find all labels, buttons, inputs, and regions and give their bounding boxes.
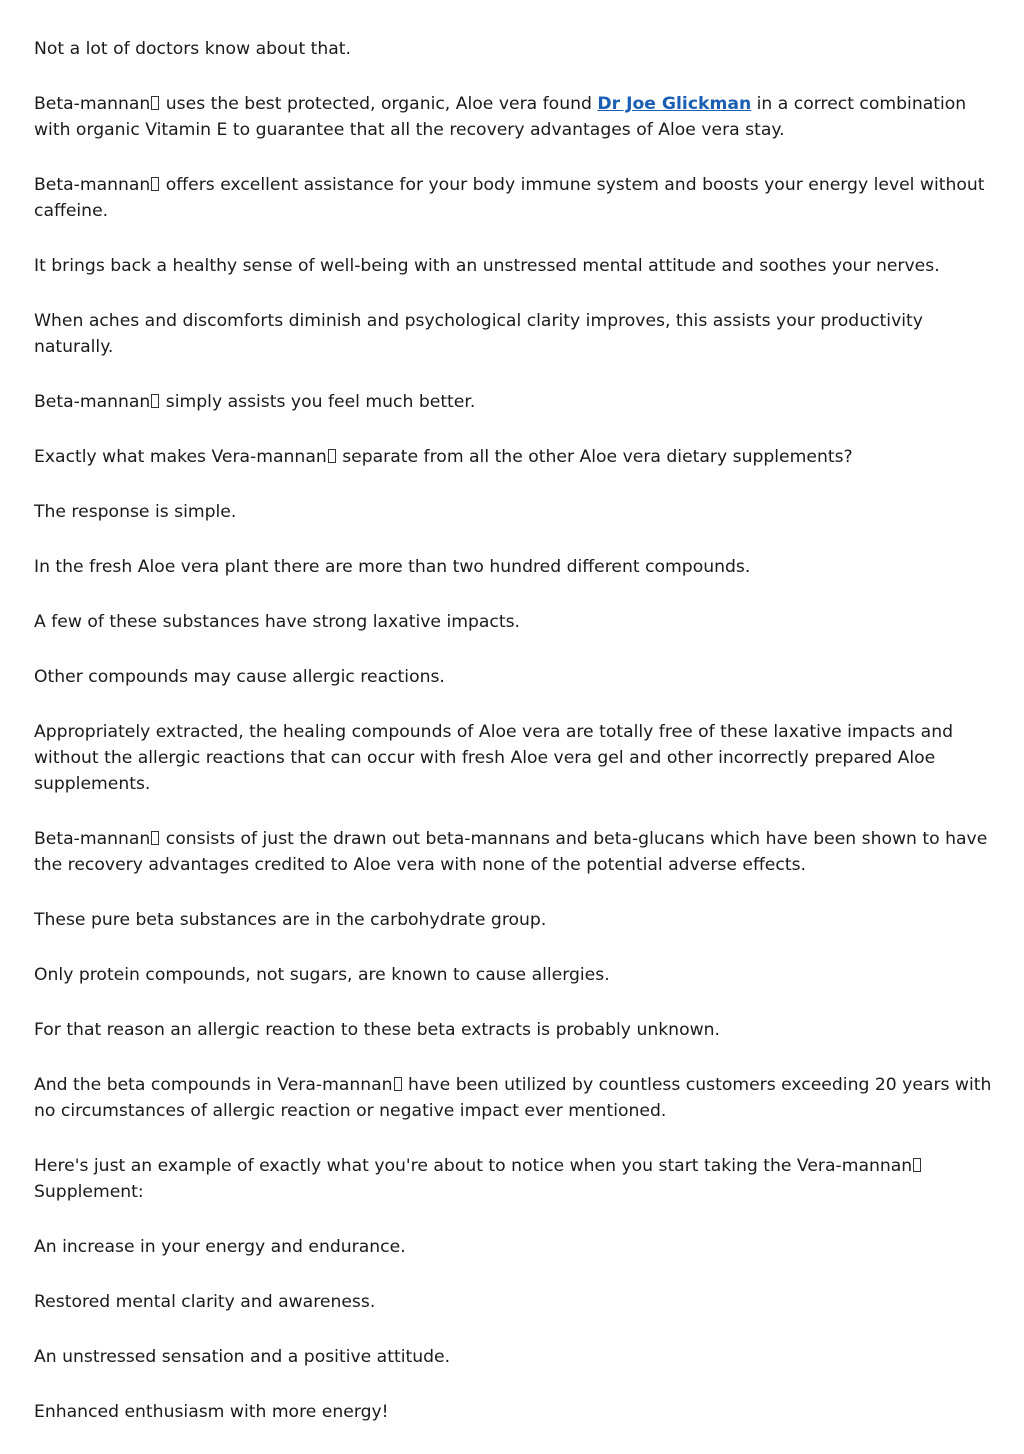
missing-glyph-icon — [151, 394, 159, 408]
paragraph-text: offers excellent assistance for your body immune system and boosts your energy level without caffeine. — [34, 175, 985, 221]
paragraph: Other compounds may cause allergic reactions. — [34, 667, 445, 687]
paragraph-text: Beta-mannan — [34, 392, 151, 412]
paragraph: An unstressed sensation and a positive attitude. — [34, 1347, 451, 1367]
paragraph: Appropriately extracted, the healing compounds of Aloe vera are totally free of these laxative impacts and without the allergic reactions that can occur with fresh Aloe vera gel and other incorrectly prepared Aloe supplements. — [34, 722, 954, 794]
paragraph-text: consists of just the drawn out beta-mannans and beta-glucans which have been shown to have the recovery advantages credited to Aloe vera with none of the potential adverse effects. — [34, 829, 988, 875]
paragraph-text: have been utilized by countless customers exceeding 20 years with no circumstances of allergic reaction or negative impact ever mentioned. — [34, 1075, 992, 1121]
paragraph: For that reason an allergic reaction to these beta extracts is probably unknown. — [34, 1020, 721, 1040]
missing-glyph-icon — [394, 1077, 402, 1091]
paragraph-text: in a correct combination with organic Vitamin E to guarantee that all the recovery advantages of Aloe vera stay. — [34, 94, 967, 140]
paragraph-text: uses the best protected, organic, Aloe vera found — [160, 94, 598, 114]
dr-joe-glickman-link[interactable]: Dr Joe Glickman — [597, 94, 752, 114]
paragraph: These pure beta substances are in the carbohydrate group. — [34, 910, 547, 930]
missing-glyph-icon — [151, 831, 159, 845]
paragraph-text: Beta-mannan — [34, 94, 151, 114]
paragraph: In the fresh Aloe vera plant there are more than two hundred different compounds. — [34, 557, 751, 577]
paragraph: It brings back a healthy sense of well-being with an unstressed mental attitude and soothes your nerves. — [34, 256, 940, 276]
missing-glyph-icon — [151, 177, 159, 191]
paragraph — [34, 444, 994, 470]
paragraph-text: Exactly what makes Vera-mannan — [34, 447, 327, 467]
document-body — [34, 36, 994, 1454]
paragraph — [34, 172, 994, 224]
missing-glyph-icon — [151, 96, 159, 110]
paragraph — [34, 1072, 994, 1124]
paragraph — [34, 826, 994, 878]
paragraph: When aches and discomforts diminish and psychological clarity improves, this assists your productivity naturally. — [34, 311, 923, 357]
paragraph: An increase in your energy and endurance. — [34, 1237, 406, 1257]
paragraph: The response is simple. — [34, 502, 237, 522]
missing-glyph-icon — [913, 1158, 921, 1172]
paragraph: A few of these substances have strong laxative impacts. — [34, 612, 521, 632]
paragraph-text: Supplement: — [34, 1182, 144, 1202]
paragraph — [34, 1153, 994, 1205]
paragraph-text: Beta-mannan — [34, 175, 151, 195]
paragraph-text: And the beta compounds in Vera-mannan — [34, 1075, 393, 1095]
paragraph: Restored mental clarity and awareness. — [34, 1292, 376, 1312]
paragraph-text: simply assists you feel much better. — [160, 392, 476, 412]
missing-glyph-icon — [328, 449, 336, 463]
paragraph — [34, 389, 994, 415]
paragraph: Only protein compounds, not sugars, are known to cause allergies. — [34, 965, 610, 985]
paragraph: Enhanced enthusiasm with more energy! — [34, 1402, 389, 1422]
paragraph-text: Beta-mannan — [34, 829, 151, 849]
paragraph-text: Here's just an example of exactly what you're about to notice when you start taking the Vera-mannan — [34, 1156, 913, 1176]
paragraph: Not a lot of doctors know about that. — [34, 39, 352, 59]
paragraph — [34, 91, 994, 143]
paragraph-text: separate from all the other Aloe vera dietary supplements? — [336, 447, 853, 467]
